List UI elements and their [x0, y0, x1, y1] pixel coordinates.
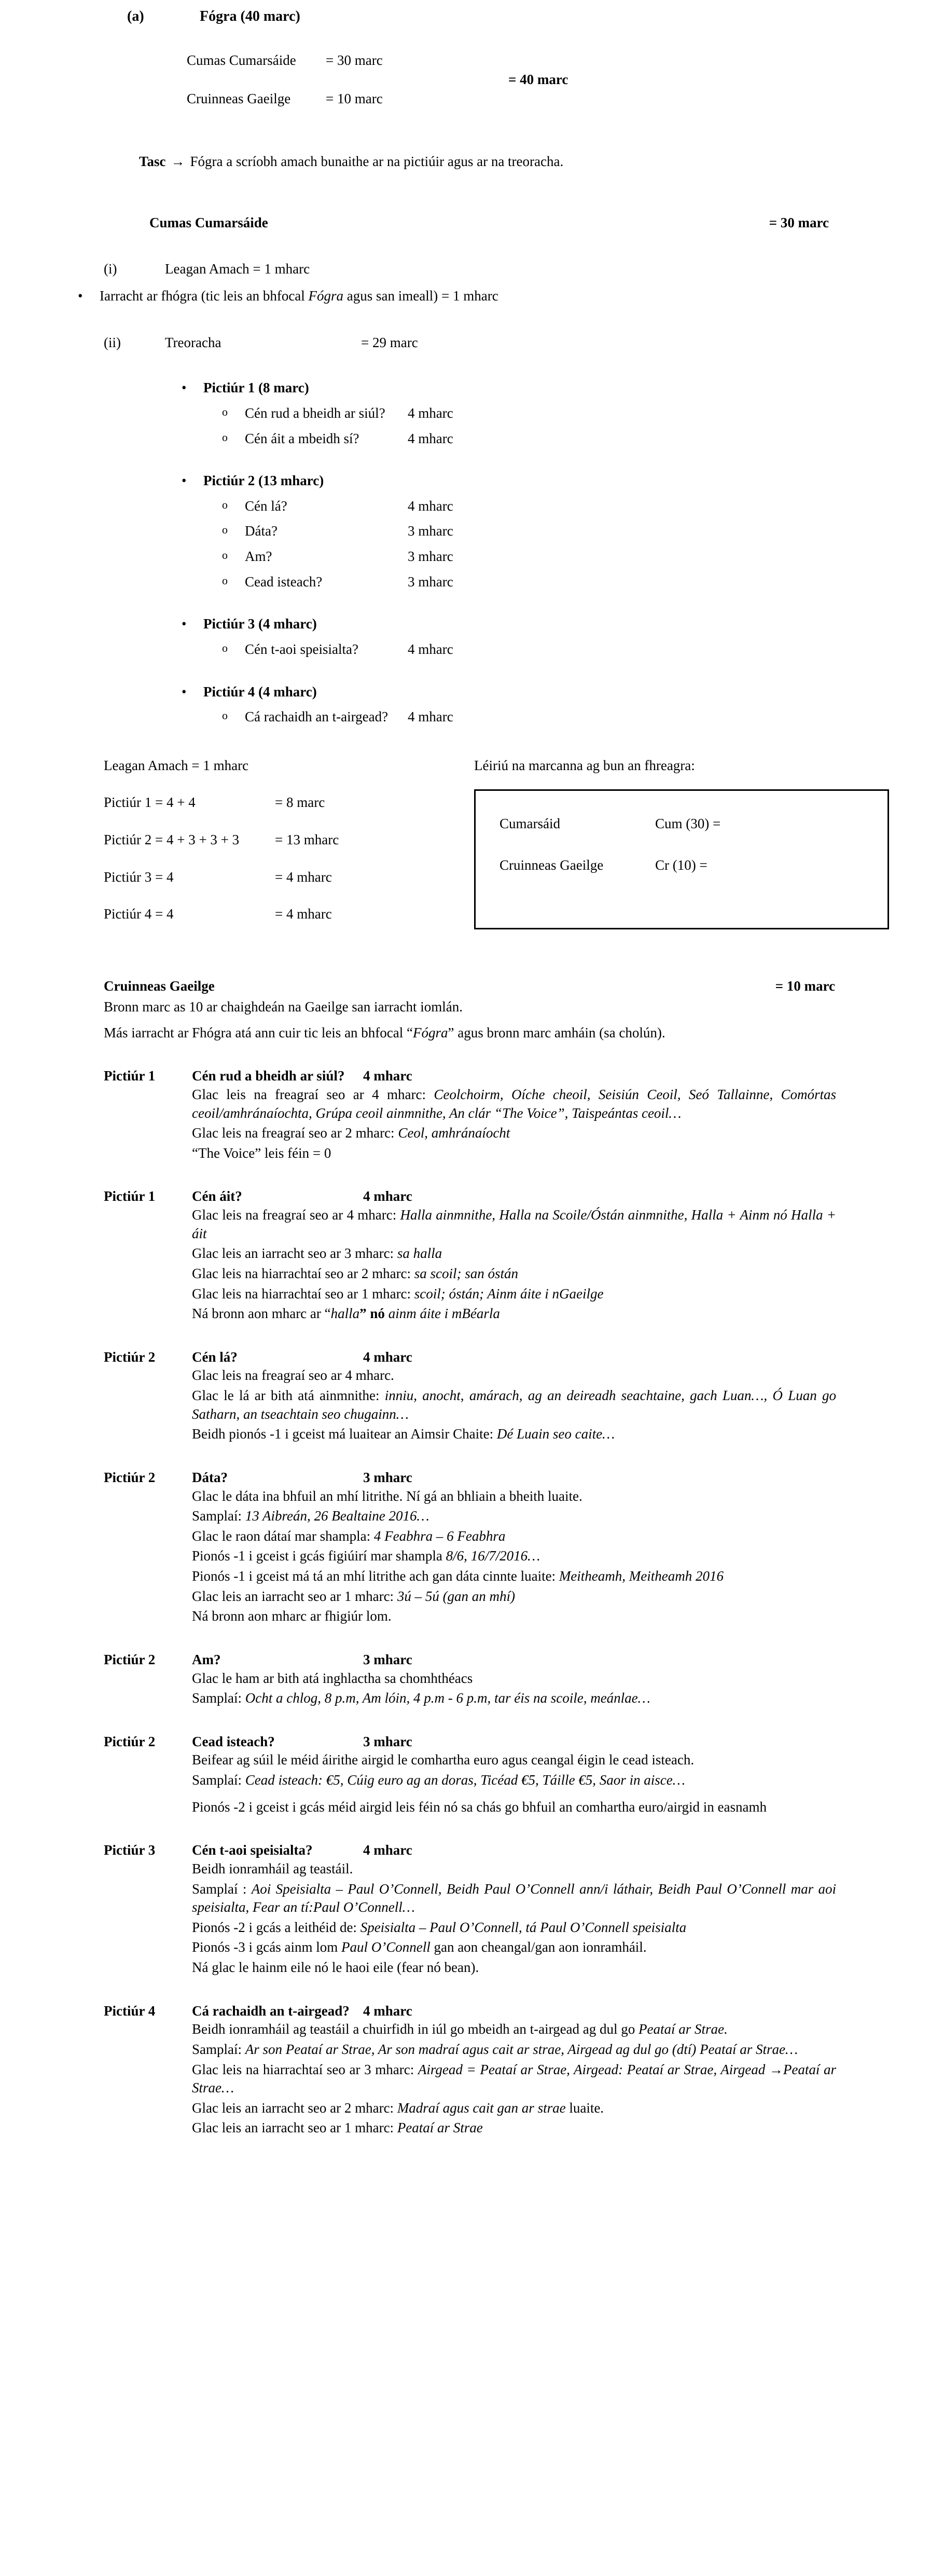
tasc-label: Tasc: [139, 154, 166, 170]
detail-line: Glac leis na freagraí seo ar 4 mharc.: [192, 1367, 394, 1383]
detail-line: [192, 1086, 836, 1122]
picture-group-heading: [182, 379, 943, 398]
treoracha-marks: = 29 marc: [361, 334, 418, 350]
cruinneas-heading: Cruinneas Gaeilge: [104, 978, 215, 994]
detail-body: [192, 1733, 836, 1817]
detail-marks: 4 mharc: [363, 1188, 412, 1204]
detail-line: [192, 2040, 836, 2059]
detail-picture-label: Pictiúr 1: [104, 1188, 156, 1204]
detail-line-italic: Aoi Speisialta – Paul O’Connell, Beidh Paul O’Connell ann/i láthair, Beidh Paul O’Connell mar aoi speisialta, Fear an tí:Paul O’Connell…: [192, 1881, 836, 1915]
picture-sub-row: [222, 497, 943, 516]
detail-title-row: [192, 1733, 836, 1751]
detail-line-plain: Glac leis na hiarrachtaí seo ar 2 mharc:: [192, 1265, 414, 1281]
detail-marks: 4 mharc: [363, 2003, 412, 2019]
detail-line: [192, 1265, 836, 1283]
item-number: (i): [104, 261, 117, 277]
detail-line: [192, 1567, 836, 1586]
bullet-icon: •: [78, 288, 83, 304]
detail-body: [192, 1651, 836, 1708]
cumas-item-ii: [104, 334, 943, 352]
tally-row: [104, 793, 474, 812]
detail-line-plain: Samplaí:: [192, 1508, 245, 1524]
detail-line-plain: Ná bronn aon mharc ar “: [192, 1306, 331, 1322]
detail-question: Cén rud a bheidh ar siúl?: [192, 1068, 345, 1084]
detail-question: Cén lá?: [192, 1349, 238, 1365]
detail-line-italic: Speisialta – Paul O’Connell, tá Paul O’Connell speisialta: [360, 1919, 687, 1935]
section-fogra-header: [0, 0, 943, 108]
detail-line-italic: Ocht a chlog, 8 p.m, Am lóin, 4 p.m - 6 p.m, tar éis na scoile, meánlae…: [245, 1690, 650, 1706]
detail-picture-label: Pictiúr 2: [104, 1733, 156, 1749]
detail-line-plain: Glac leis na hiarrachtaí seo ar 3 mharc:: [192, 2061, 418, 2077]
detail-picture-label: Pictiúr 3: [104, 1842, 156, 1858]
detail-entry: [104, 1348, 836, 1444]
arrow-icon: →: [171, 154, 185, 170]
bullet-text-italic: Fógra: [308, 288, 344, 304]
picture-sub-row: [222, 430, 943, 448]
bullet-text-pre: Iarracht ar fhógra (tic leis an bhfocal: [100, 288, 309, 304]
detail-question: Cén áit?: [192, 1188, 242, 1204]
detail-line-plain: Glac le lá ar bith atá ainmnithe:: [192, 1388, 385, 1404]
cruinneas-line-2-post: ” agus bronn marc amháin (sa cholún).: [448, 1024, 665, 1040]
detail-entry: [104, 2002, 836, 2137]
detail-line: [192, 1771, 836, 1790]
detail-line-plain: Glac leis an iarracht seo ar 1 mharc:: [192, 2120, 397, 2136]
detail-title-row: [192, 1841, 836, 1860]
box-row: [500, 856, 887, 875]
bullet-text: [100, 287, 498, 306]
marks-line: [187, 90, 508, 108]
detail-line-italic: Halla ainmnithe, Halla na Scoile/Óstán ainmnithe, Halla + Ainm nó Halla + áit: [192, 1207, 836, 1241]
circle-bullet-icon: o: [222, 405, 228, 418]
marks-total: = 40 marc: [508, 71, 568, 87]
bullet-icon: •: [182, 683, 187, 700]
detail-line-italic: Paul O’Connell: [341, 1939, 431, 1955]
cruinneas-line-1: Bronn marc as 10 ar chaighdeán na Gaeilge san iarracht iomlán.: [104, 999, 463, 1015]
detail-line: Glac le dáta ina bhfuil an mhí litrithe. Ní gá an bhliain a bheith luaite.: [192, 1488, 583, 1504]
treoracha-label: Treoracha: [165, 334, 221, 350]
detail-marks: 4 mharc: [363, 1842, 412, 1858]
box-caption: Léiriú na marcanna ag bun an fhreagra:: [474, 757, 695, 773]
detail-title-row: [192, 1469, 836, 1487]
picture-sub-row: [222, 404, 943, 423]
sub-question: Cead isteach?: [245, 573, 323, 590]
item-text: Leagan Amach = 1 mharc: [165, 261, 310, 277]
detail-question: Cén t-aoi speisialta?: [192, 1842, 313, 1858]
marks-line: [187, 51, 508, 70]
detail-question: Dáta?: [192, 1469, 228, 1485]
circle-bullet-icon: o: [222, 549, 228, 562]
detail-line-plain: Glac leis na freagraí seo ar 2 mharc:: [192, 1125, 398, 1141]
cruinneas-heading-row: [104, 977, 835, 996]
detail-title-row: [192, 1187, 836, 1206]
detail-line: [192, 1547, 836, 1566]
picture-sub-row: [222, 547, 943, 566]
detail-entry: [104, 1651, 836, 1708]
bullet-icon: •: [182, 380, 187, 396]
sub-question: Cá rachaidh an t-airgead?: [245, 709, 389, 725]
tally-row: [104, 905, 474, 924]
circle-bullet-icon: o: [222, 430, 228, 444]
picture-group-3: [182, 615, 943, 659]
detail-entry: [104, 1469, 836, 1626]
sub-marks: 3 mharc: [408, 549, 453, 565]
detail-line-italic: 3ú – 5ú (gan an mhí): [397, 1588, 516, 1604]
detail-picture-label: Pictiúr 4: [104, 2003, 156, 2019]
detail-title-row: [192, 1348, 836, 1367]
detail-line-plain: Pionós -2 i gcás a leithéid de:: [192, 1919, 360, 1935]
detail-line-italic: Meitheamh, Meitheamh 2016: [559, 1568, 724, 1584]
circle-bullet-icon: o: [222, 573, 228, 587]
tally-box-area: [474, 757, 943, 930]
circle-bullet-icon: o: [222, 498, 228, 511]
detail-line-italic: 4 Feabhra – 6 Feabhra: [373, 1528, 506, 1544]
detail-line-italic: sa scoil; san óstán: [414, 1265, 519, 1281]
tally-label: Pictiúr 1 = 4 + 4: [104, 794, 196, 811]
detail-line-italic: Peataí ar Strae: [397, 2120, 483, 2136]
detail-line: [192, 1206, 836, 1243]
picture-group-heading: [182, 615, 943, 634]
cruinneas-marks: = 10 marc: [775, 978, 835, 994]
detail-line: [192, 1919, 836, 1937]
detail-line-italic: Airgead = Peataí ar Strae, Airgead: Peataí ar Strae, Airgead →Peataí ar Strae…: [192, 2061, 837, 2096]
detail-line: [192, 1124, 836, 1143]
detail-line-plain: Glac leis na hiarrachtaí seo ar 1 mharc:: [192, 1285, 414, 1301]
tally-label: Leagan Amach = 1 mharc: [104, 757, 249, 773]
sub-marks: 4 mharc: [408, 709, 453, 725]
box-value: Cum (30) =: [655, 816, 721, 832]
detail-line: [192, 1285, 836, 1304]
detail-line-italic: Cead isteach: €5, Cúig euro ag an doras, Ticéad €5, Táille €5, Saor in aisce…: [245, 1772, 685, 1788]
detail-line-italic-end: ainm áite i mBéarla: [388, 1306, 500, 1322]
detail-entry: [104, 1187, 836, 1323]
detail-line: Glac le ham ar bith atá inghlactha sa chomhthéacs: [192, 1670, 473, 1686]
picture-group-title: Pictiúr 1 (8 marc): [203, 380, 309, 396]
cumas-heading: Cumas Cumarsáide: [149, 214, 268, 230]
detail-picture-label: Pictiúr 2: [104, 1469, 156, 1485]
sub-question: Cén t-aoi speisialta?: [245, 641, 358, 657]
picture-sub-row: [222, 640, 943, 659]
section-detailed-criteria: [0, 1067, 943, 2137]
detail-line-italic: 8/6, 16/7/2016…: [446, 1548, 540, 1564]
detail-line: Beifear ag súil le méid áirithe airgid le comhartha euro agus ceangal éigin le cead isteach.: [192, 1752, 695, 1768]
detail-line-italic: Ceolchoirm, Oíche cheoil, Seisiún Ceoil, Seó Tallainne, Comórtas ceoil/amhránaíochta, Grúpa ceoil ainmnithe, An clár “The Voice”, Taispeántas ceoil…: [192, 1086, 836, 1121]
sub-question: Cén lá?: [245, 498, 287, 514]
tally-label: Pictiúr 3 = 4: [104, 869, 174, 885]
marks-value: = 30 marc: [326, 52, 383, 68]
detail-title-row: [192, 1067, 836, 1086]
picture-group-4: [182, 683, 943, 727]
detail-line-plain: Glac leis an iarracht seo ar 1 mharc:: [192, 1588, 397, 1604]
detail-line-italic: Madraí agus cait gan ar strae: [397, 2100, 566, 2116]
detail-line-plain: Pionós -1 i gceist i gcás figiúirí mar shampla: [192, 1548, 446, 1564]
detail-marks: 3 mharc: [363, 1733, 412, 1749]
detail-body: [192, 1348, 836, 1444]
detail-line-plain: Samplaí :: [192, 1881, 252, 1897]
sub-question: Am?: [245, 549, 272, 565]
detail-entry: [104, 1067, 836, 1162]
cruinneas-line-2: [104, 1024, 835, 1043]
detail-line-italic: inniu, anocht, amárach, ag an deireadh seachtaine, gach Luan…, Ó Luan go Satharn, an tseachtain seo chugainn…: [192, 1388, 836, 1422]
detail-line-plain: Glac leis na freagraí seo ar 4 mharc:: [192, 1207, 400, 1223]
tally-row: [104, 868, 474, 887]
marks-summary-box: [474, 789, 889, 929]
detail-line-italic: scoil; óstán; Ainm áite i nGaeilge: [414, 1285, 604, 1301]
picture-group-1: [182, 379, 943, 448]
detail-picture-label: Pictiúr 1: [104, 1068, 156, 1084]
detail-body: [192, 2002, 836, 2137]
section-cruinneas-gaeilge: [104, 977, 835, 1042]
picture-group-heading: [182, 683, 943, 702]
detail-line-italic: Ceol, amhránaíocht: [398, 1125, 510, 1141]
picture-group-heading: [182, 472, 943, 490]
item-text: [165, 334, 943, 352]
fogra-title-row: [127, 7, 943, 26]
sub-marks: 4 mharc: [408, 641, 453, 657]
detail-line: [192, 2099, 836, 2118]
detail-line-plain: Pionós -3 i gcás ainm lom: [192, 1939, 341, 1955]
detail-body: [192, 1187, 836, 1323]
detail-line: [192, 1938, 836, 1957]
section-tasc: [139, 153, 943, 171]
tally-row: [104, 831, 474, 849]
picture-sub-row: [222, 708, 943, 727]
cumas-item-i: [104, 260, 943, 279]
box-label: Cumarsáid: [500, 816, 560, 832]
detail-line-plain: Glac le raon dátaí mar shampla:: [192, 1528, 374, 1544]
picture-sub-row: [222, 573, 943, 592]
detail-line: [192, 1425, 836, 1444]
picture-group-title: Pictiúr 4 (4 mharc): [203, 683, 317, 700]
detail-entry: [104, 1733, 836, 1817]
circle-bullet-icon: o: [222, 641, 228, 654]
detail-marks: 3 mharc: [363, 1469, 412, 1485]
tally-list: [104, 757, 474, 930]
detail-line-italic: halla: [330, 1306, 360, 1322]
detail-line: [192, 1387, 836, 1423]
marks-value: = 10 marc: [326, 90, 383, 106]
tally-label: Pictiúr 2 = 4 + 3 + 3 + 3: [104, 832, 240, 848]
page-title: Fógra (40 marc): [200, 8, 300, 24]
sub-marks: 4 mharc: [408, 498, 453, 514]
detail-picture-label: Pictiúr 2: [104, 1349, 156, 1365]
detail-body: [192, 1469, 836, 1626]
detail-line-plain: Glac leis na freagraí seo ar 4 mharc:: [192, 1086, 434, 1102]
detail-line: [192, 1527, 836, 1546]
detail-picture-label: Pictiúr 2: [104, 1651, 156, 1667]
detail-line: Beidh ionramháil ag teastáil.: [192, 1860, 353, 1876]
marks-label: Cruinneas Gaeilge: [187, 90, 291, 106]
box-row: [500, 815, 887, 833]
detail-line: [192, 1305, 836, 1323]
tally-value: = 4 mharc: [275, 869, 332, 885]
section-tally: [104, 757, 943, 930]
item-number: (ii): [104, 334, 121, 350]
marks-breakdown-list: [187, 51, 508, 108]
detail-line-plain: Samplaí:: [192, 1772, 245, 1788]
sub-question: Dáta?: [245, 523, 278, 539]
detail-body: [192, 1841, 836, 1977]
detail-title-row: [192, 1651, 836, 1669]
detail-line-italic: Dé Luain seo caite…: [496, 1426, 615, 1442]
detail-line: [192, 1507, 836, 1526]
detail-line-plain: Beidh pionós -1 i gceist má luaitear an Aimsir Chaite:: [192, 1426, 497, 1442]
detail-line-plain: Glac leis an iarracht seo ar 3 mharc:: [192, 1245, 397, 1262]
tasc-text: Fógra a scríobh amach bunaithe ar na pictiúir agus ar na treoracha.: [190, 154, 564, 170]
detail-marks: 4 mharc: [363, 1349, 412, 1365]
picture-group-title: Pictiúr 2 (13 mharc): [203, 473, 324, 489]
sub-marks: 4 mharc: [408, 430, 453, 446]
detail-line-plain: Beidh ionramháil ag teastáil a chuirfidh in iúl go mbeidh an t-airgead ag dul go: [192, 2021, 639, 2037]
detail-line: [192, 1587, 836, 1606]
detail-line-plain-after: luaite.: [565, 2100, 604, 2116]
marks-breakdown: [187, 51, 943, 108]
detail-line-italic: 13 Aibreán, 26 Bealtaine 2016…: [245, 1508, 429, 1524]
sub-marks: 3 mharc: [408, 573, 453, 590]
box-label: Cruinneas Gaeilge: [500, 857, 604, 873]
detail-line: [192, 1880, 836, 1917]
sub-question: Cén áit a mbeidh sí?: [245, 430, 359, 446]
detail-line: [192, 2020, 836, 2039]
cruinneas-body: [104, 998, 835, 1042]
sub-marks: 4 mharc: [408, 405, 453, 421]
picture-group-2: [182, 472, 943, 591]
cruinneas-line-2-pre: Más iarracht ar Fhógra atá ann cuir tic leis an bhfocal “: [104, 1024, 413, 1040]
detail-line-plain: Samplaí:: [192, 2041, 245, 2057]
detail-line: Ná glac le hainm eile nó le haoi eile (fear nó bean).: [192, 1960, 479, 1976]
detail-line-plain: Glac leis an iarracht seo ar 2 mharc:: [192, 2100, 397, 2116]
detail-line-plain: Pionós -1 i gceist má tá an mhí litrithe ach gan dáta cinnte luaite:: [192, 1568, 559, 1584]
bullet-text-post: agus san imeall) = 1 mharc: [343, 288, 498, 304]
detail-line: [192, 2061, 836, 2098]
detail-marks: 4 mharc: [363, 1068, 412, 1084]
detail-entry: [104, 1841, 836, 1977]
bullet-icon: •: [182, 473, 187, 489]
detail-line: [192, 1244, 836, 1263]
section-letter: (a): [127, 8, 144, 24]
detail-line-plain: Samplaí:: [192, 1690, 245, 1706]
detail-line-italic: Ar son Peataí ar Strae, Ar son madraí agus cait ar strae, Airgead ag dul go (dtí) Peataí ar Strae…: [245, 2041, 798, 2057]
detail-line: “The Voice” leis féin = 0: [192, 1145, 331, 1161]
marks-label: Cumas Cumarsáide: [187, 52, 296, 68]
cumas-marks: = 30 marc: [769, 214, 829, 230]
sub-marks: 3 mharc: [408, 523, 453, 539]
detail-title-row: [192, 2002, 836, 2021]
cruinneas-line-2-italic: Fógra: [413, 1024, 448, 1040]
bullet-icon: •: [182, 616, 187, 632]
tally-label: Pictiúr 4 = 4: [104, 906, 174, 922]
box-value: Cr (10) =: [655, 857, 708, 873]
detail-line: Ná bronn aon mharc ar fhigiúr lom.: [192, 1608, 392, 1624]
detail-question: Cá rachaidh an t-airgead?: [192, 2003, 350, 2019]
detail-line-plain-after: gan aon cheangal/gan aon ionramháil.: [430, 1939, 647, 1955]
circle-bullet-icon: o: [222, 709, 228, 722]
tally-row: [104, 757, 474, 775]
section-cumas-cumarsaide: [0, 214, 943, 727]
detail-marks: 3 mharc: [363, 1651, 412, 1667]
detail-line: [192, 1689, 836, 1708]
detail-line-italic: Peataí ar Strae.: [639, 2021, 728, 2037]
tally-value: = 4 mharc: [275, 906, 332, 922]
detail-question: Cead isteach?: [192, 1733, 275, 1749]
circle-bullet-icon: o: [222, 523, 228, 537]
cumas-heading-row: [149, 214, 829, 232]
picture-group-title: Pictiúr 3 (4 mharc): [203, 616, 317, 632]
cumas-item-i-bullet: [78, 287, 943, 306]
detail-line: [192, 2119, 836, 2137]
sub-question: Cén rud a bheidh ar siúl?: [245, 405, 385, 421]
detail-line-bold: ” nó: [359, 1306, 389, 1322]
detail-line-italic: sa halla: [397, 1245, 442, 1262]
picture-sub-row: [222, 522, 943, 541]
detail-line: Pionós -2 i gceist i gcás méid airgid leis féin nó sa chás go bhfuil an comhartha euro/airgid in easnamh: [192, 1799, 767, 1815]
detail-question: Am?: [192, 1651, 221, 1667]
tally-value: = 8 marc: [275, 794, 325, 811]
detail-body: [192, 1067, 836, 1162]
tally-value: = 13 mharc: [275, 832, 339, 848]
